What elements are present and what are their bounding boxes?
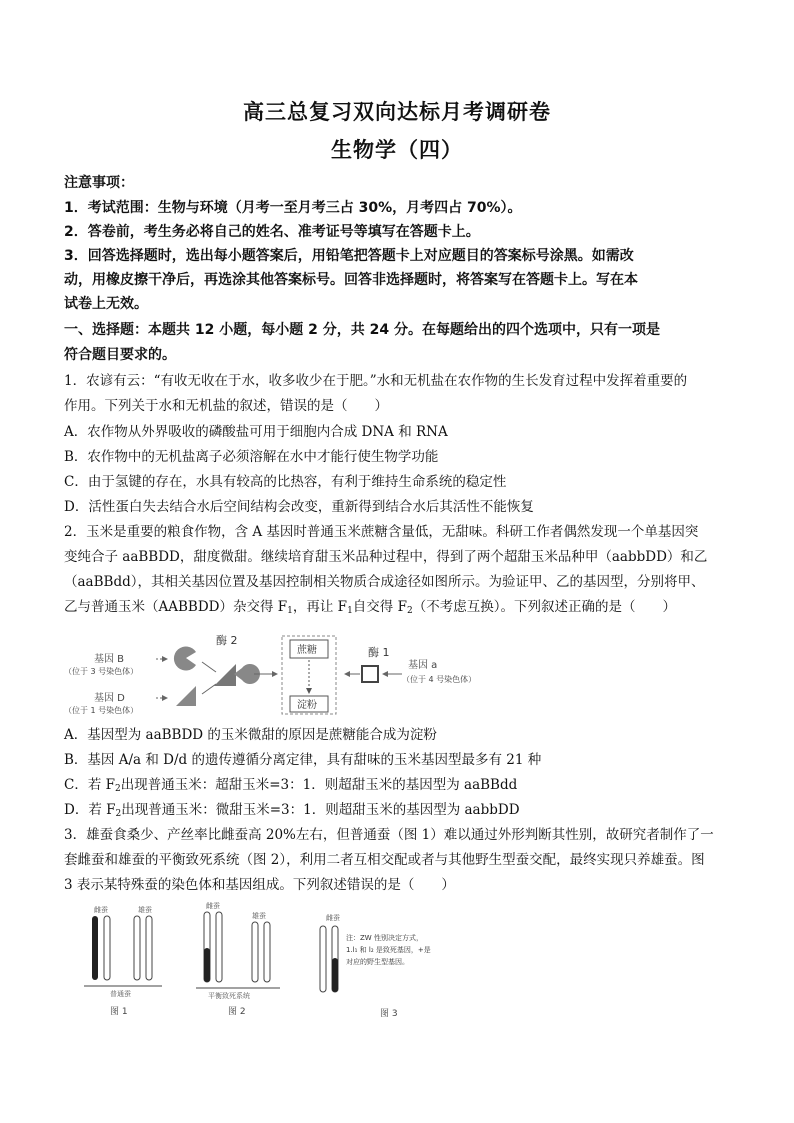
gene-a-label: 基因 a <box>408 660 438 671</box>
gene-d-label: 基因 D <box>94 693 125 704</box>
question-stem: 乙与普通玉米（AABBDD）杂交得 $F_1$，再让 $F_1$自交得 $F_2$（不考虑互换）。下列叙述正确的是（ ） <box>64 599 676 616</box>
section-heading-cont: 符合题目要求的。 <box>64 347 176 363</box>
sucrose-label: 蔗糖 <box>297 645 317 656</box>
option-a: A．农作物从外界吸收的磷酸盐可用于细胞内合成 DNA 和 RNA <box>64 424 448 440</box>
fig1-male-label: 雄蚕 <box>138 906 152 914</box>
question-stem: （aaBBdd），其相关基因位置及基因控制相关物质合成途径如图所示。为验证甲、乙的基因型，分别将甲、 <box>64 574 705 590</box>
fig3-note-1: 注：ZW 性别决定方式， <box>346 934 423 942</box>
note-item: 动，用橡皮擦干净后，再选涂其他答案标号。回答非选择题时，将答案写在答题卡上。写在本 <box>64 272 638 288</box>
option-b: B．基因 A/a 和 D/d 的遗传遵循分离定律，具有甜味的玉米基因型最多有 21 种 <box>64 752 542 768</box>
note-item: 2．答卷前，考生务必将自己的姓名、准考证号等填写在答题卡上。 <box>64 224 480 240</box>
question-stem: 3．雄蚕食桑少、产丝率比雌蚕高 20%左右，但普通蚕（图 1）难以通过外形判断其性别，故研究者制作了一 <box>64 827 714 843</box>
exam-title: 高三总复习双向达标月考调研卷 <box>243 100 551 124</box>
fig3-note-2: 1.l₁ 和 l₂ 是致死基因，+是 <box>346 946 431 954</box>
option-b: B．农作物中的无机盐离子必须溶解在水中才能行使生物学功能 <box>64 449 439 465</box>
gene-b-location: （位于 3 号染色体） <box>64 667 139 676</box>
note-item: 3．回答选择题时，选出每小题答案后，用铅笔把答题卡上对应题目的答案标号涂黑。如需改 <box>64 248 634 264</box>
enzyme-d-shape <box>176 686 196 706</box>
note-item: 试卷上无效。 <box>64 296 148 312</box>
fig3-note-3: 对应的野生型基因。 <box>346 958 409 966</box>
notes-heading: 注意事项： <box>64 175 134 191</box>
enzyme2-label: 酶 2 <box>216 634 238 647</box>
gene-b-label: 基因 B <box>94 654 125 665</box>
pathway-figure <box>64 628 484 720</box>
enzyme1-label: 酶 1 <box>368 646 390 659</box>
question-stem: 2．玉米是重要的粮食作物，含 A 基因时普通玉米蔗糖含量低，无甜味。科研工作者偶然发现一个单基因突 <box>64 524 699 540</box>
fig1-female-label: 雌蚕 <box>94 906 108 914</box>
fig3-caption: 图 3 <box>380 1009 398 1019</box>
gene-d-location: （位于 1 号染色体） <box>64 706 139 715</box>
enzyme-b-shape <box>174 647 196 671</box>
option-a: A．基因型为 aaBBDD 的玉米微甜的原因是蔗糖能合成为淀粉 <box>64 727 437 743</box>
gene-a-location: （位于 4 号染色体） <box>402 675 477 684</box>
exam-subject: 生物学（四） <box>331 138 463 162</box>
fig2-balance-label: 平衡致死系统 <box>208 992 250 1000</box>
starch-label: 淀粉 <box>297 700 317 711</box>
fig2-female-label: 雌蚕 <box>206 902 220 910</box>
option-c: C．若 $F_2$出现普通玉米：超甜玉米=3：1．则超甜玉米的基因型为 aaBBdd <box>64 777 518 794</box>
option-d: D．活性蛋白失去结合水后空间结构会改变，重新得到结合水后其活性不能恢复 <box>64 499 534 515</box>
question-stem: 3 表示某特殊蚕的染色体和基因组成。下列叙述错误的是（ ） <box>64 877 455 893</box>
note-item: 1．考试范围：生物与环境（月考一至月考三占 30%，月考四占 70%）。 <box>64 200 522 216</box>
fig1-caption: 图 1 <box>110 1007 128 1017</box>
chromosome-figure <box>80 900 480 1020</box>
question-stem: 套雌蚕和雄蚕的平衡致死系统（图 2），利用二者互相交配或者与其他野生型蚕交配，最终实现只养雄蚕。图 <box>64 852 705 868</box>
section-heading: 一、选择题：本题共 12 小题，每小题 2 分，共 24 分。在每题给出的四个选项中，只有一项是 <box>64 322 660 338</box>
question-stem: 作用。下列关于水和无机盐的叙述，错误的是（ ） <box>64 398 388 414</box>
option-d: D．若 $F_2$出现普通玉米：微甜玉米=3：1．则超甜玉米的基因型为 aabbDD <box>64 802 520 819</box>
fig1-common-label: 普通蚕 <box>110 990 131 998</box>
fig3-female-label: 雌蚕 <box>326 914 340 922</box>
question-stem: 变纯合子 aaBBDD，甜度微甜。继续培育甜玉米品种过程中，得到了两个超甜玉米品种甲（aabbDD）和乙 <box>64 549 708 565</box>
option-c: C．由于氢键的存在，水具有较高的比热容，有利于维持生命系统的稳定性 <box>64 474 507 490</box>
fig2-caption: 图 2 <box>228 1007 246 1017</box>
question-stem: 1．农谚有云：“有收无收在于水，收多收少在于肥。”水和无机盐在农作物的生长发育过程中发挥着重要的 <box>64 373 688 389</box>
fig2-male-label: 雄蚕 <box>252 912 266 920</box>
